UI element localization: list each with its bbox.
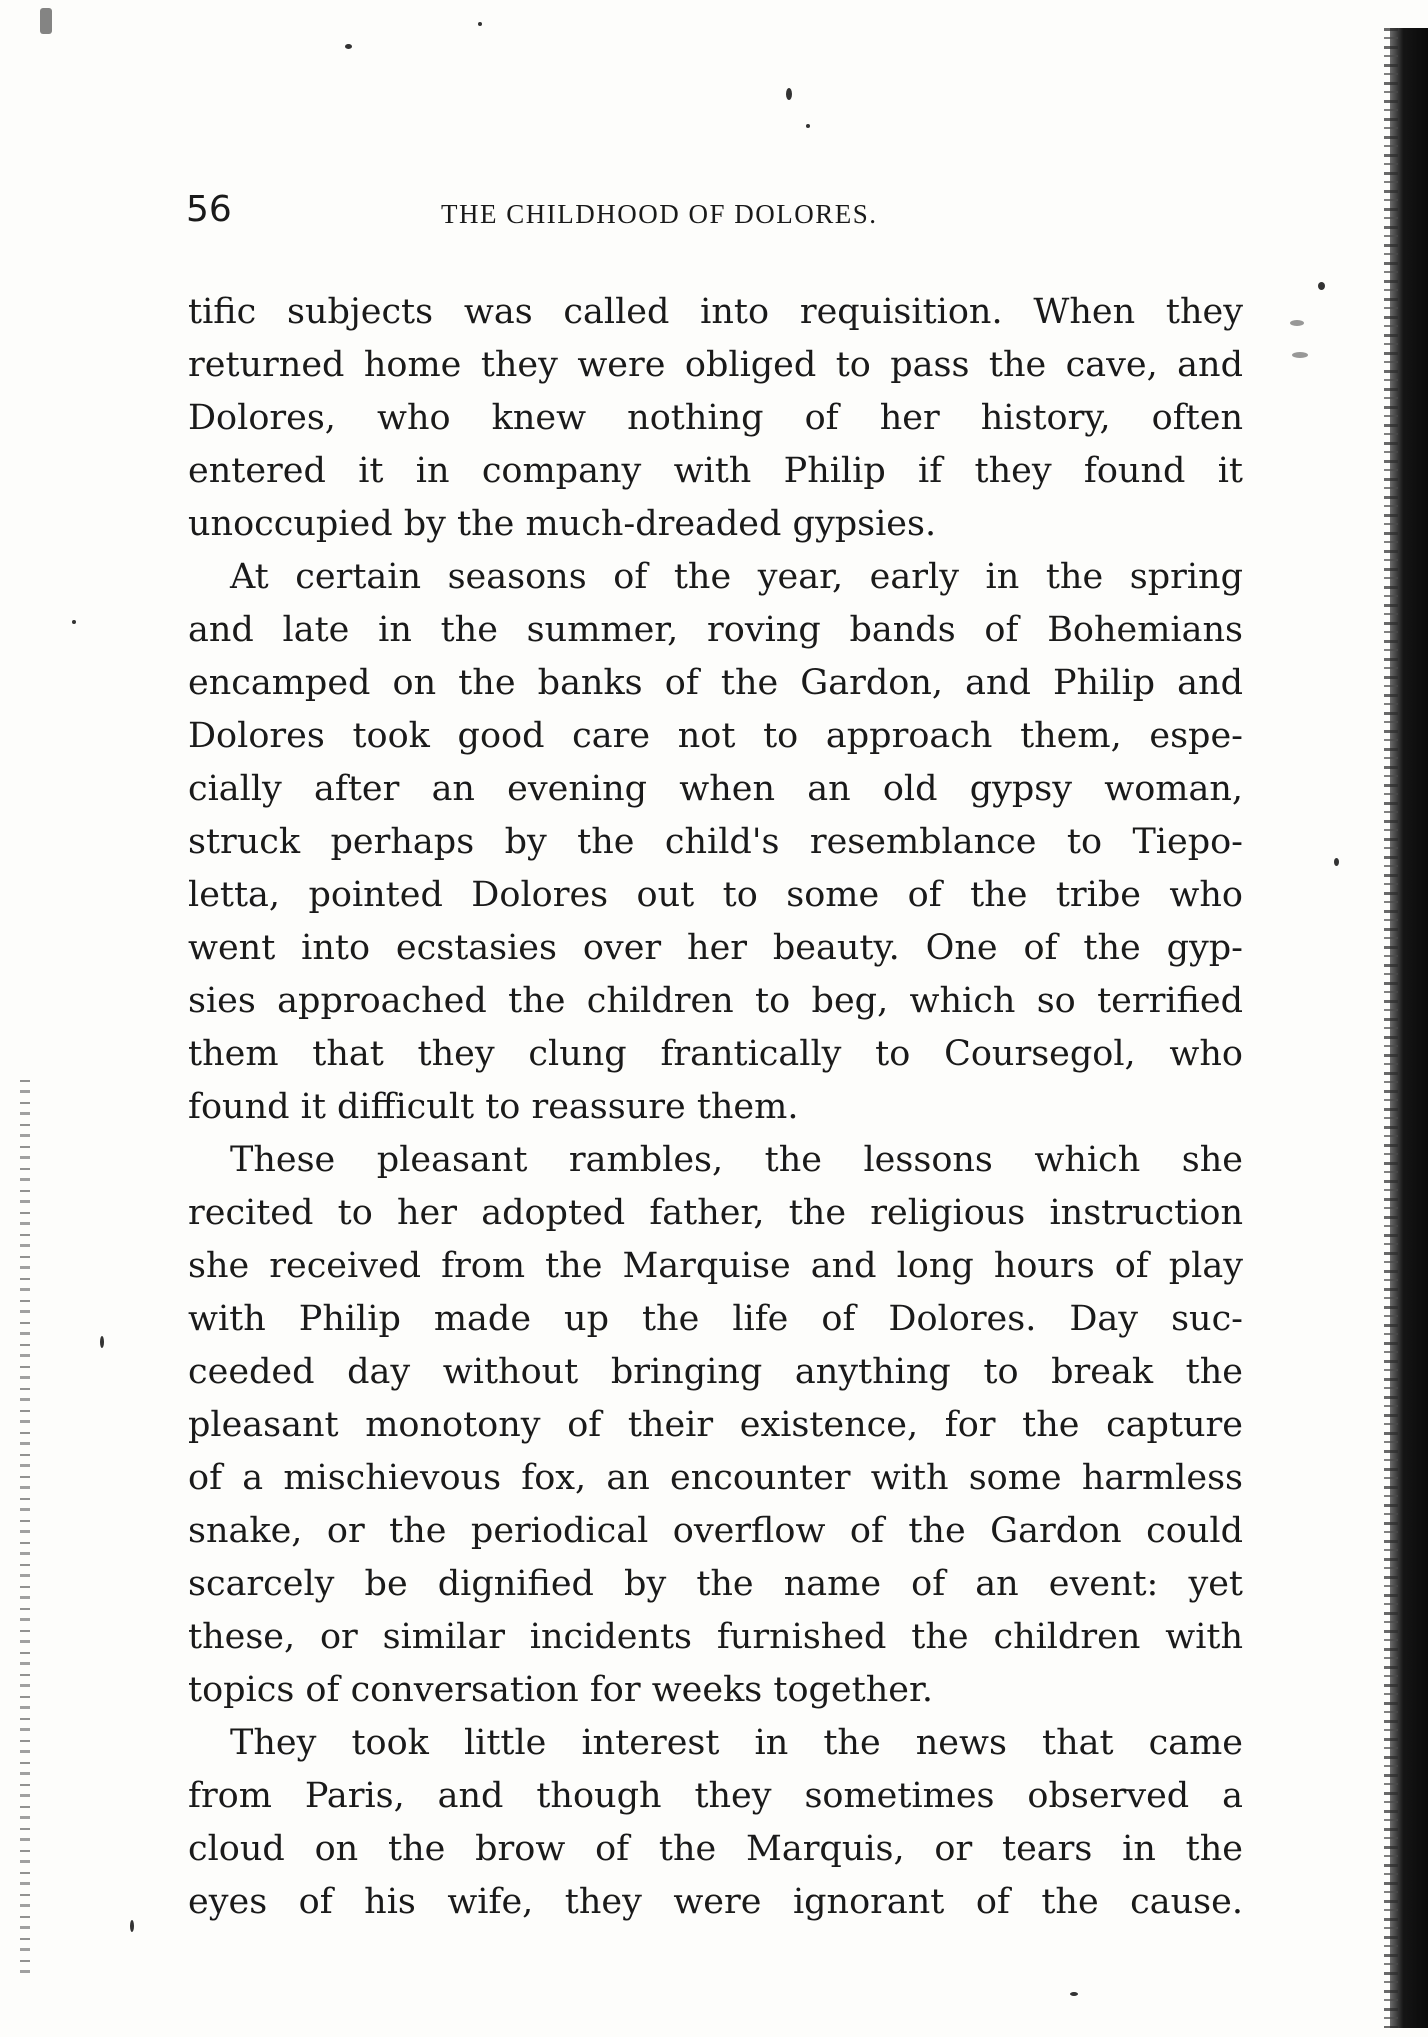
text-line: these, or similar incidents furnished the children with (188, 1617, 1243, 1657)
text-line: Dolores, who knew nothing of her history, often (188, 398, 1243, 438)
text-line: with Philip made up the life of Dolores. Day suc- (188, 1299, 1243, 1339)
text-line: cloud on the brow of the Marquis, or tears in the (188, 1829, 1243, 1869)
text-line: sies approached the children to beg, which so terrified (188, 981, 1243, 1021)
text-line: went into ecstasies over her beauty. One of the gyp- (188, 928, 1243, 968)
text-line: ceeded day without bringing anything to break the (188, 1352, 1243, 1392)
text-line: At certain seasons of the year, early in the spring (230, 557, 1243, 597)
page-header (186, 188, 1241, 238)
scan-speck (1290, 320, 1304, 326)
text-line: scarcely be dignified by the name of an event: yet (188, 1564, 1243, 1604)
paragraph (188, 1717, 1243, 1929)
text-line: unoccupied by the much-dreaded gypsies. (188, 504, 937, 544)
scan-speck (806, 124, 810, 128)
text-line: entered it in company with Philip if they found it (188, 451, 1243, 491)
scan-speck (72, 620, 76, 624)
scan-speck (1070, 1992, 1078, 1996)
text-line: topics of conversation for weeks together. (188, 1670, 933, 1710)
text-line: recited to her adopted father, the religious instruction (188, 1193, 1243, 1233)
text-line: eyes of his wife, they were ignorant of the cause. (188, 1882, 1243, 1922)
text-line: of a mischievous fox, an encounter with some harmless (188, 1458, 1243, 1498)
text-line: cially after an evening when an old gypsy woman, (188, 769, 1243, 809)
text-line: pleasant monotony of their existence, for the capture (188, 1405, 1243, 1445)
paragraph (188, 286, 1243, 551)
scan-left-margin-noise (20, 1080, 30, 1980)
text-line: from Paris, and though they sometimes observed a (188, 1776, 1243, 1816)
text-line: letta, pointed Dolores out to some of the tribe who (188, 875, 1243, 915)
text-line: returned home they were obliged to pass the cave, and (188, 345, 1243, 385)
scan-speck (345, 44, 352, 49)
scan-speck (786, 88, 792, 100)
text-line: them that they clung frantically to Coursegol, who (188, 1034, 1243, 1074)
text-line: struck perhaps by the child's resemblance to Tiepo- (188, 822, 1243, 862)
text-line: found it difficult to reassure them. (188, 1087, 799, 1127)
text-line: tific subjects was called into requisition. When they (188, 292, 1243, 332)
scan-speck (40, 8, 52, 34)
paragraph (188, 1134, 1243, 1717)
text-line: snake, or the periodical overflow of the Gardon could (188, 1511, 1243, 1551)
scan-speck (100, 1336, 104, 1348)
scan-speck (1334, 858, 1339, 866)
scan-speck (130, 1920, 134, 1932)
text-line: Dolores took good care not to approach them, espe- (188, 716, 1243, 756)
text-line: encamped on the banks of the Gardon, and Philip and (188, 663, 1243, 703)
body-text (188, 286, 1243, 1929)
running-head: THE CHILDHOOD OF DOLORES. (441, 199, 878, 229)
text-line: she received from the Marquise and long hours of play (188, 1246, 1243, 1286)
scan-speck (1318, 282, 1325, 290)
paragraph (188, 551, 1243, 1134)
text-line: and late in the summer, roving bands of Bohemians (188, 610, 1243, 650)
text-line: These pleasant rambles, the lessons which she (230, 1140, 1243, 1180)
scan-binding-fray (1384, 28, 1398, 2028)
scan-speck (1292, 352, 1308, 358)
page-number: 56 (186, 189, 232, 230)
text-line: They took little interest in the news that came (230, 1723, 1243, 1763)
scan-speck (478, 22, 482, 26)
